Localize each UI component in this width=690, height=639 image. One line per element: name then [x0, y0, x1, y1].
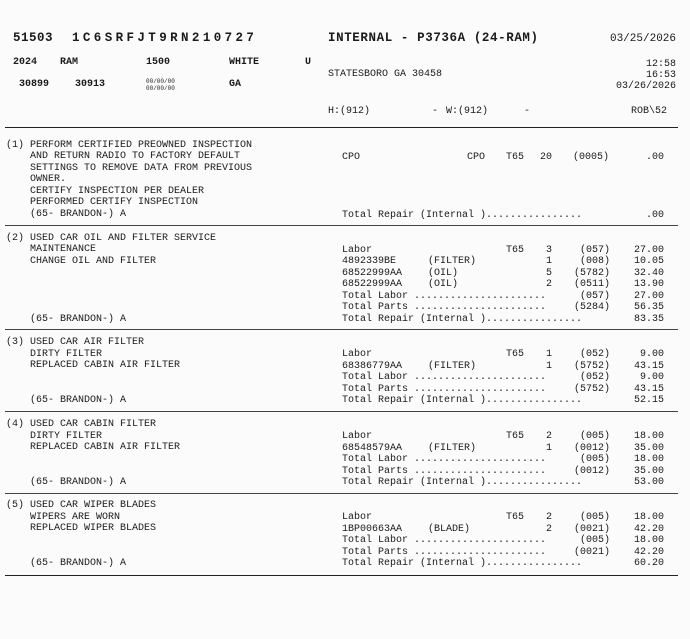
- dealer-location: STATESBORO GA 30458: [328, 69, 443, 80]
- line-amount: 10.05: [633, 256, 664, 267]
- section-desc-line: (3) USED CAR AIR FILTER: [6, 337, 145, 348]
- section-desc-line: REPLACED CABIN AIR FILTER: [6, 442, 181, 453]
- total-parts-amount: 56.35: [633, 302, 664, 313]
- line-label: 1BP00663AA: [342, 524, 403, 535]
- section-divider: [5, 225, 678, 226]
- section-desc-line: (5) USED CAR WIPER BLADES: [6, 500, 157, 511]
- line-note: (FILTER): [428, 256, 477, 267]
- section-desc-line: REPLACED WIPER BLADES: [6, 523, 157, 534]
- line-ref: (0511): [573, 279, 610, 290]
- vehicle-color: WHITE: [229, 57, 260, 68]
- line-label: 68386779AA: [342, 361, 403, 372]
- line-qty: 2: [545, 524, 552, 535]
- header-divider: [5, 127, 678, 128]
- section-divider: [5, 493, 678, 494]
- line-label: 68522999AA: [342, 279, 403, 290]
- section-desc-line: MAINTENANCE: [6, 244, 97, 255]
- total-repair-amount: 52.15: [633, 395, 664, 406]
- line-qty: 1: [545, 256, 552, 267]
- section-divider: [5, 411, 678, 412]
- section-desc-line: REPLACED CABIN AIR FILTER: [6, 360, 181, 371]
- vehicle-model: 1500: [146, 57, 171, 68]
- line-ref: (005): [579, 454, 610, 465]
- print-date: 03/25/2026: [609, 33, 676, 45]
- line-note: (FILTER): [428, 443, 477, 454]
- total-repair-label: Total Repair (Internal )................: [342, 395, 583, 406]
- total-parts-label: Total Parts ......................: [342, 466, 547, 477]
- line-label: Labor: [342, 512, 373, 523]
- zero-date-1: 00/00/00: [146, 78, 175, 85]
- line-label: Labor: [342, 245, 373, 256]
- line-amount: 13.90: [633, 279, 664, 290]
- line-label: 68522999AA: [342, 268, 403, 279]
- total-labor-amount: 18.00: [633, 454, 664, 465]
- line-qty: 1: [545, 361, 552, 372]
- close-date: 03/26/2026: [615, 81, 676, 92]
- line-ref: (5752): [573, 361, 610, 372]
- line-ref: (005): [579, 431, 610, 442]
- document-title: INTERNAL - P3736A (24-RAM): [328, 31, 539, 45]
- line-qty: 2: [545, 512, 552, 523]
- line-ref: (0012): [573, 466, 610, 477]
- section-desc-line: (1) PERFORM CERTIFIED PREOWNED INSPECTION: [6, 140, 253, 151]
- line-ref: (005): [579, 512, 610, 523]
- line-code: T65: [506, 512, 525, 523]
- total-parts-amount: 43.15: [633, 384, 664, 395]
- total-parts-amount: 42.20: [633, 547, 664, 558]
- section-desc-line: AND RETURN RADIO TO FACTORY DEFAULT: [6, 151, 241, 162]
- line-ref: (057): [579, 291, 610, 302]
- total-labor-label: Total Labor ......................: [342, 372, 547, 383]
- section-desc-line: CERTIFY INSPECTION PER DEALER: [6, 186, 205, 197]
- section-desc-line: DIRTY FILTER: [6, 431, 103, 442]
- section-desc-line: SETTINGS TO REMOVE DATA FROM PREVIOUS: [6, 163, 253, 174]
- section-divider: [5, 329, 678, 330]
- home-phone-dash: -: [432, 106, 439, 117]
- total-labor-label: Total Labor ......................: [342, 454, 547, 465]
- line-ref: (0021): [573, 547, 610, 558]
- section-desc-line: (4) USED CAR CABIN FILTER: [6, 419, 157, 430]
- line-qty: 2: [545, 431, 552, 442]
- section-desc-line: WIPERS ARE WORN: [6, 512, 121, 523]
- total-labor-amount: 18.00: [633, 535, 664, 546]
- ro-number: 51503: [13, 31, 54, 45]
- total-labor-amount: 27.00: [633, 291, 664, 302]
- home-phone: H:(912): [328, 106, 371, 117]
- vin: 1C6SRFJT9RN210727: [72, 31, 258, 45]
- line-amount: 27.00: [633, 245, 664, 256]
- total-parts-label: Total Parts ......................: [342, 302, 547, 313]
- section-desc-line: PERFORMED CERTIFY INSPECTION: [6, 197, 199, 208]
- state: GA: [229, 79, 242, 90]
- line-ref: (0021): [573, 524, 610, 535]
- technician: (65- BRANDON-) A: [6, 395, 127, 406]
- line-code: T65: [506, 431, 525, 442]
- section-desc-line: (2) USED CAR OIL AND FILTER SERVICE: [6, 233, 217, 244]
- line-ref: (005): [579, 535, 610, 546]
- total-labor-label: Total Labor ......................: [342, 535, 547, 546]
- mileage-out: 30913: [75, 79, 106, 90]
- section-divider: [5, 575, 678, 576]
- line-qty: 2: [545, 279, 552, 290]
- line-label: 4892339BE: [342, 256, 397, 267]
- line-code: T65: [506, 152, 525, 163]
- total-repair-amount: .00: [645, 210, 664, 221]
- line-ref: (5782): [573, 268, 610, 279]
- line-ref: (052): [579, 349, 610, 360]
- line-amount: 42.20: [633, 524, 664, 535]
- work-phone: W:(912): [446, 106, 489, 117]
- technician: (65- BRANDON-) A: [6, 477, 127, 488]
- line-ref: (057): [579, 245, 610, 256]
- line-label: 68548579AA: [342, 443, 403, 454]
- technician: (65- BRANDON-) A: [6, 314, 127, 325]
- work-phone-dash: -: [524, 106, 531, 117]
- technician: (65- BRANDON-) A: [6, 558, 127, 569]
- line-note: CPO: [467, 152, 486, 163]
- total-repair-label: Total Repair (Internal )................: [342, 477, 583, 488]
- line-ref: (0012): [573, 443, 610, 454]
- line-qty: 1: [545, 349, 552, 360]
- line-note: (FILTER): [428, 361, 477, 372]
- line-ref: (008): [579, 256, 610, 267]
- line-qty: 3: [545, 245, 552, 256]
- line-amount: 43.15: [633, 361, 664, 372]
- total-repair-label: Total Repair (Internal )................: [342, 558, 583, 569]
- line-code: T65: [506, 349, 525, 360]
- total-labor-amount: 9.00: [639, 372, 664, 383]
- line-label: CPO: [342, 152, 361, 163]
- vehicle-flag: U: [305, 57, 312, 68]
- line-note: (BLADE): [428, 524, 471, 535]
- line-ref: (0005): [573, 152, 610, 163]
- time-open: 12:58: [645, 59, 676, 70]
- total-parts-amount: 35.00: [633, 466, 664, 477]
- line-qty: 20: [539, 152, 552, 163]
- line-ref: (5752): [573, 384, 610, 395]
- line-amount: .00: [645, 152, 664, 163]
- line-note: (OIL): [428, 268, 459, 279]
- mileage-in: 30899: [19, 79, 50, 90]
- technician: (65- BRANDON-) A: [6, 209, 127, 220]
- total-parts-label: Total Parts ......................: [342, 547, 547, 558]
- total-labor-label: Total Labor ......................: [342, 291, 547, 302]
- section-desc-line: OWNER.: [6, 174, 67, 185]
- line-note: (OIL): [428, 279, 459, 290]
- line-label: Labor: [342, 431, 373, 442]
- line-label: Labor: [342, 349, 373, 360]
- vehicle-year: 2024: [13, 57, 38, 68]
- line-ref: (5284): [573, 302, 610, 313]
- line-amount: 18.00: [633, 431, 664, 442]
- time-close: 16:53: [645, 70, 676, 81]
- advisor: ROB\52: [630, 106, 667, 117]
- line-amount: 35.00: [633, 443, 664, 454]
- line-ref: (052): [579, 372, 610, 383]
- total-repair-amount: 60.20: [633, 558, 664, 569]
- total-repair-label: Total Repair (Internal )................: [342, 210, 583, 221]
- line-qty: 5: [545, 268, 552, 279]
- total-repair-label: Total Repair (Internal )................: [342, 314, 583, 325]
- line-qty: 1: [545, 443, 552, 454]
- total-repair-amount: 53.00: [633, 477, 664, 488]
- section-desc-line: CHANGE OIL AND FILTER: [6, 256, 157, 267]
- total-repair-amount: 83.35: [633, 314, 664, 325]
- section-desc-line: DIRTY FILTER: [6, 349, 103, 360]
- total-parts-label: Total Parts ......................: [342, 384, 547, 395]
- vehicle-make: RAM: [60, 57, 79, 68]
- line-amount: 32.40: [633, 268, 664, 279]
- line-amount: 9.00: [639, 349, 664, 360]
- line-code: T65: [506, 245, 525, 256]
- line-amount: 18.00: [633, 512, 664, 523]
- zero-date-2: 00/00/00: [146, 85, 175, 92]
